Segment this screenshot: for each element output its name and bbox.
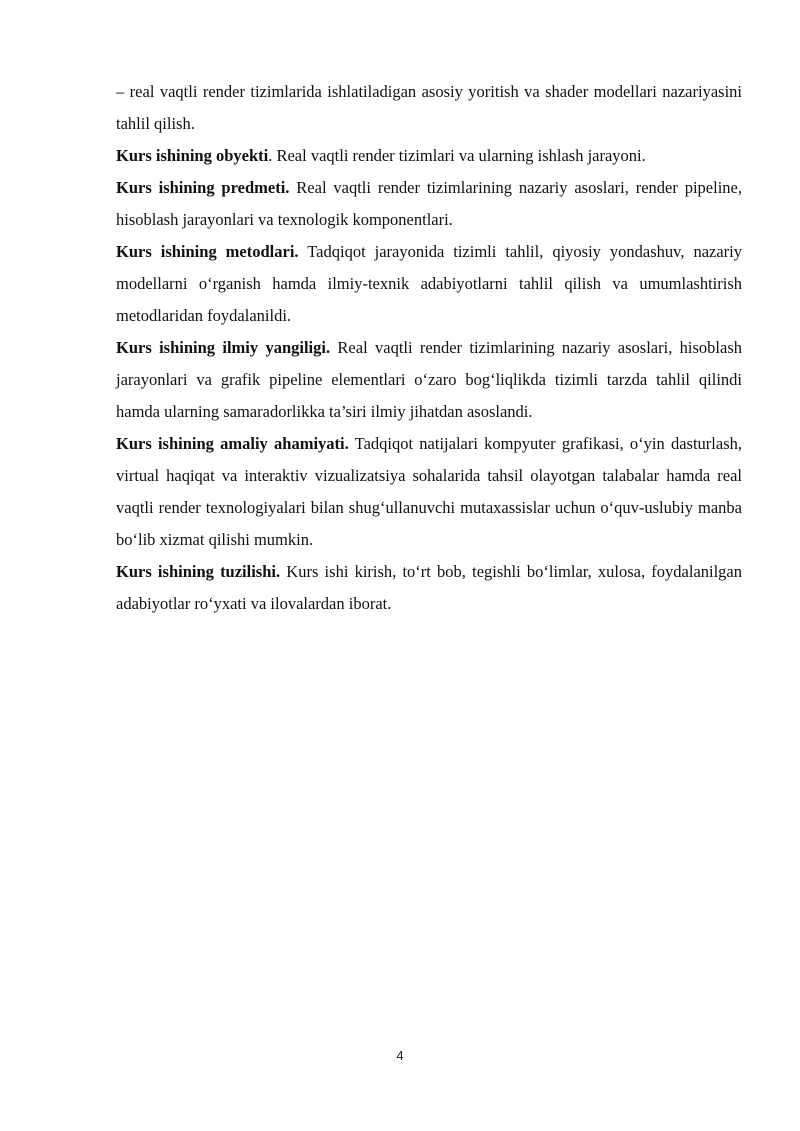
body-text — [116, 76, 742, 620]
paragraph-text: Real vaqtli render tizimlarining nazariy asoslari, render pipeline, hisoblash jarayonlari va texnologik komponentlari. — [116, 178, 743, 229]
paragraph-novelty — [116, 332, 742, 428]
paragraph-heading: Kurs ishining metodlari. — [116, 242, 299, 261]
paragraph-heading: Kurs ishining obyekti — [116, 146, 269, 165]
paragraph-text: Tadqiqot jarayonida tizimli tahlil, qiyosiy yondashuv, nazariy modellarni o‘rganish hamda ilmiy-texnik adabiyotlarni tahlil qilish va umumlashtirish metodlaridan foydalanildi. — [116, 242, 742, 325]
paragraph-structure — [116, 556, 742, 620]
paragraph-subject — [116, 172, 742, 236]
page-number: 4 — [396, 1048, 404, 1063]
paragraph-heading: Kurs ishining predmeti. — [116, 178, 290, 197]
paragraph-heading: Kurs ishining amaliy ahamiyati. — [116, 434, 349, 453]
paragraph-practical-significance — [116, 428, 742, 556]
paragraph-text: – real vaqtli render tizimlarida ishlatiladigan asosiy yoritish va shader modellari nazariyasini tahlil qilish. — [116, 82, 742, 133]
paragraph-text: . Real vaqtli render tizimlari va ularning ishlash jarayoni. — [268, 146, 646, 165]
paragraph-text: Tadqiqot natijalari kompyuter grafikasi, o‘yin dasturlash, virtual haqiqat va interaktiv vizualizatsiya sohalarida tahsil olayotgan talabalar hamda real vaqtli render texnologiyalari bilan shug‘ullanuvchi mutaxassislar uchun o‘quv-uslubiy manba bo‘lib xizmat qilishi mumkin. — [116, 434, 742, 549]
paragraph-text: Kurs ishi kirish, to‘rt bob, tegishli bo‘limlar, xulosa, foydalanilgan adabiyotlar ro‘yxati va ilovalardan iborat. — [116, 562, 743, 613]
paragraph-text: Real vaqtli render tizimlarining nazariy asoslari, hisoblash jarayonlari va grafik pipeline elementlari o‘zaro bog‘liqlikda tizimli tarzda tahlil qilindi hamda ularning samaradorlikka ta’siri ilmiy jihatdan asoslandi. — [116, 338, 742, 421]
paragraph-heading: Kurs ishining ilmiy yangiligi. — [116, 338, 331, 357]
paragraph-methods — [116, 236, 742, 332]
paragraph-objectives-item — [116, 76, 742, 140]
paragraph-object — [116, 140, 742, 172]
paragraph-heading: Kurs ishining tuzilishi. — [116, 562, 281, 581]
